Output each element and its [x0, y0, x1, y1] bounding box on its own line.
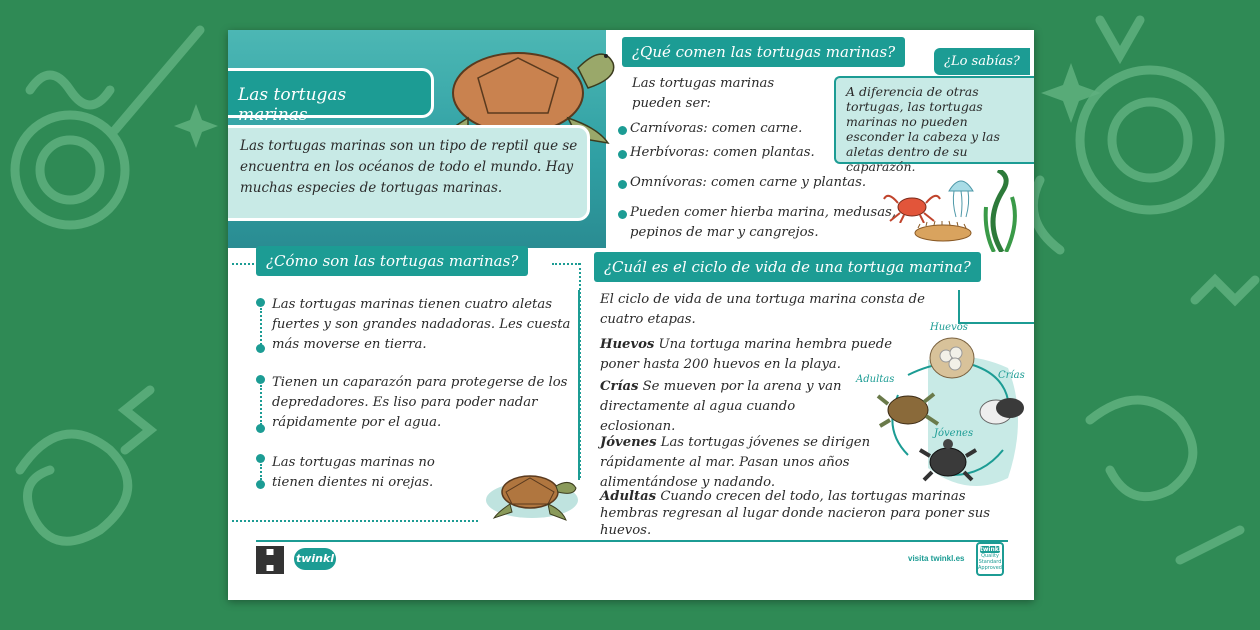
- bullet-dot: [618, 180, 627, 189]
- section-divider: [958, 290, 960, 324]
- quality-badge: [976, 542, 1004, 576]
- stage-term: Jóvenes: [600, 435, 657, 450]
- como-item: Las tortugas marinas no tienen dientes ni orejas.: [272, 455, 435, 490]
- footer-divider: [256, 540, 1008, 542]
- badge-subtitle: Quality Standard Approved: [978, 553, 1002, 571]
- stage-text: Se mueven por la arena y van directamente al agua cuando eclosionan.: [600, 379, 842, 434]
- como-item: Las tortugas marinas tienen cuatro aletas fuertes y son grandes nadadoras. Les cuesta más moverse en tierra.: [272, 297, 571, 352]
- bullet-line: [260, 464, 262, 480]
- ciclo-stage: [600, 488, 1010, 539]
- stage-term: Adultas: [600, 489, 657, 504]
- cycle-label-crias: Crías: [998, 370, 1025, 381]
- ciclo-heading: ¿Cuál es el ciclo de vida de una tortuga marina?: [594, 252, 981, 282]
- bullet-dot: [618, 126, 627, 135]
- visit-link[interactable]: visita twinkl.es: [908, 554, 965, 563]
- como-item: Tienen un caparazón para protegerse de los depredadores. Es liso para poder nadar rápidamente por el agua.: [272, 375, 568, 430]
- bullet-dot: [256, 375, 265, 384]
- section-divider: [232, 263, 258, 265]
- bullet-dot: [256, 344, 265, 353]
- section-divider: [232, 520, 478, 522]
- sea-turtle-small-illustration: [482, 466, 582, 524]
- section-divider: [578, 290, 580, 480]
- bullet-dot: [256, 454, 265, 463]
- crab-icon: [882, 185, 944, 223]
- seaweed-icon: [980, 170, 1024, 252]
- jellyfish-icon: [946, 175, 976, 219]
- stage-term: Huevos: [600, 337, 655, 352]
- twinkl-logo: twinkl: [294, 548, 336, 570]
- bullet-dot: [256, 424, 265, 433]
- cycle-label-adultas: Adultas: [856, 374, 895, 385]
- adult-turtle-icon: [876, 386, 940, 434]
- diet-item: Carnívoras: comen carne.: [630, 121, 803, 136]
- bullet-dot: [618, 150, 627, 159]
- como-heading: ¿Cómo son las tortugas marinas?: [256, 246, 528, 276]
- bullet-dot: [618, 210, 627, 219]
- ciclo-intro: El ciclo de vida de una tortuga marina consta de cuatro etapas.: [600, 292, 925, 327]
- stage-term: Crías: [600, 379, 639, 394]
- intro-text: Las tortugas marinas son un tipo de reptil que se encuentra en los océanos de todo el mundo. Hay muchas especies de tortugas marinas.: [228, 125, 590, 221]
- bullet-dot: [256, 480, 265, 489]
- sabias-text: A diferencia de otras tortugas, las tortugas marinas no pueden esconder la cabeza y las aletas dentro de su caparazón.: [834, 76, 1034, 164]
- badge-title: twinkl: [980, 546, 1001, 553]
- page-title: Las tortugas marinas: [228, 68, 434, 118]
- bullet-line: [260, 308, 262, 348]
- stage-text: Las tortugas jóvenes se dirigen rápidamente al mar. Pasan unos años alimentándose y nadando.: [600, 435, 871, 490]
- cycle-label-jovenes: Jóvenes: [934, 428, 974, 439]
- cycle-label-huevos: Huevos: [930, 322, 968, 333]
- diet-heading: ¿Qué comen las tortugas marinas?: [622, 37, 905, 67]
- bullet-line: [260, 385, 262, 425]
- section-divider: [958, 322, 1034, 324]
- section-divider: [552, 263, 580, 265]
- diet-item: Omnívoras: comen carne y plantas.: [630, 175, 867, 190]
- ciclo-stage: [600, 377, 870, 437]
- stage-text: Cuando crecen del todo, las tortugas marinas hembras regresan al lugar donde nacieron para poner sus huevos.: [600, 489, 990, 538]
- fact-sheet: [228, 30, 1034, 600]
- diet-item: Herbívoras: comen plantas.: [630, 145, 815, 160]
- egg-nest-icon: [928, 336, 976, 380]
- qr-code-icon: [256, 546, 284, 574]
- stage-text: Una tortuga marina hembra puede poner hasta 200 huevos en la playa.: [600, 337, 893, 372]
- diet-item: Pueden comer hierba marina, medusas, pepinos de mar y cangrejos.: [630, 205, 897, 240]
- hero-banner: [228, 30, 606, 248]
- sea-cucumber-icon: [912, 220, 974, 244]
- sabias-heading: ¿Lo sabías?: [934, 48, 1030, 75]
- ciclo-stage: [600, 433, 890, 493]
- young-turtle-icon: [918, 438, 978, 486]
- diet-lead: Las tortugas marinas pueden ser:: [632, 76, 775, 111]
- bullet-dot: [256, 298, 265, 307]
- hatchling-icon: [976, 392, 1030, 428]
